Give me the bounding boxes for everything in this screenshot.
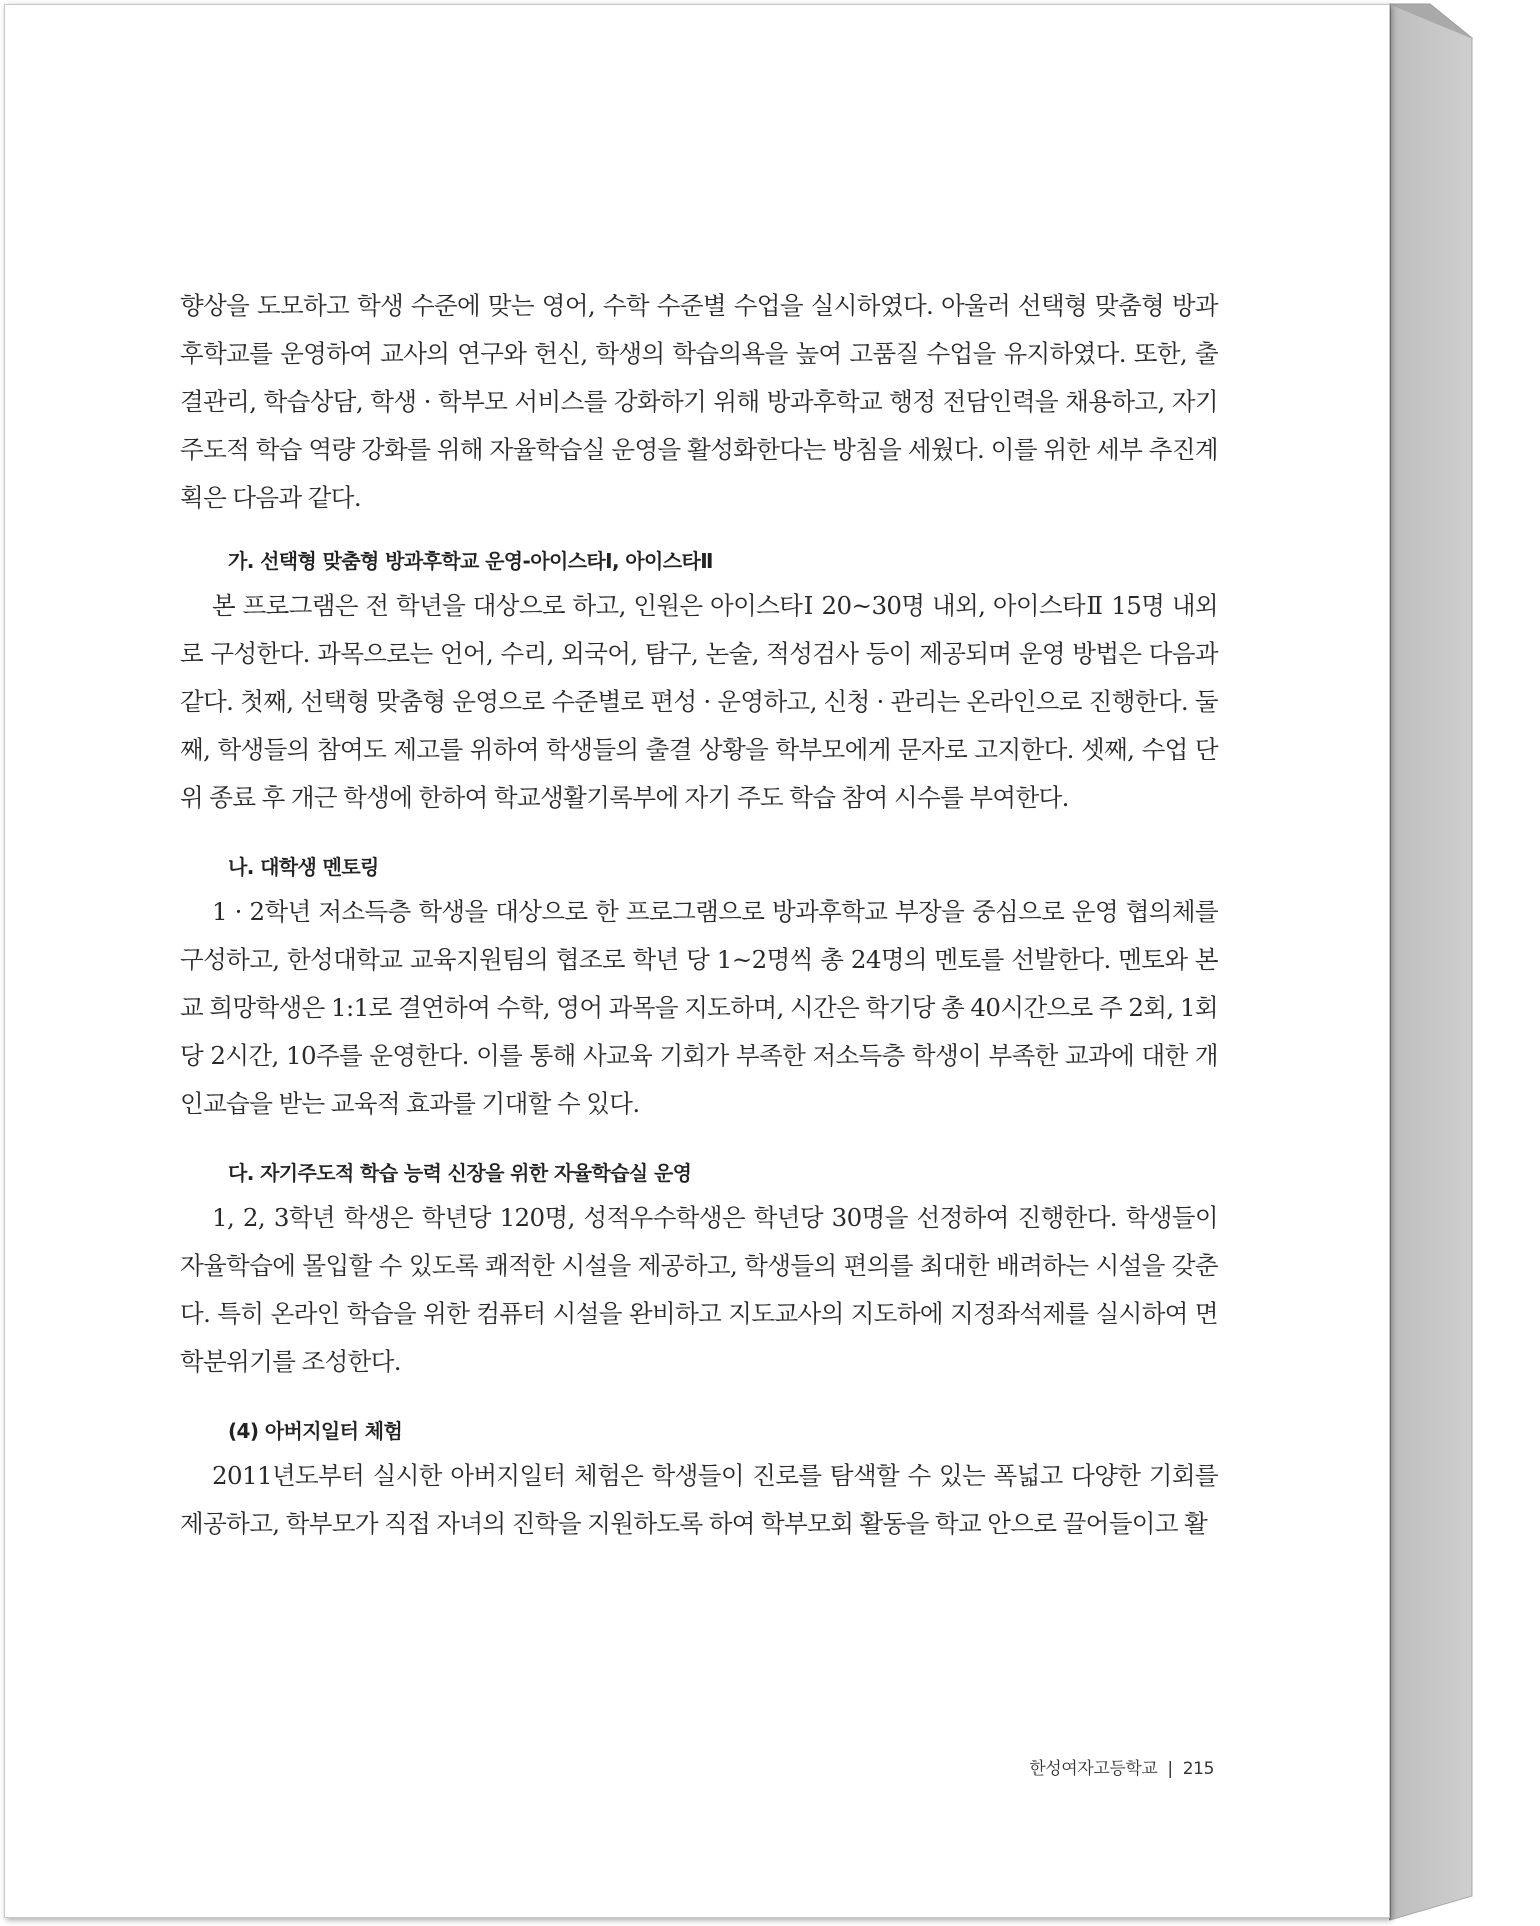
section-heading-na: 나. 대학생 멘토링 (228, 855, 379, 879)
footer-school-name: 한성여자고등학교 (1029, 1759, 1158, 1779)
page-content (180, 282, 1218, 1548)
footer-separator: | (1167, 1759, 1173, 1779)
section-heading-da: 다. 자기주도적 학습 능력 신장을 위한 자율학습실 운영 (228, 1161, 692, 1185)
page-footer (1029, 1754, 1214, 1779)
section-heading-four: (4) 아버지일터 체험 (228, 1419, 403, 1443)
section-body-na: 1 · 2학년 저소득층 학생을 대상으로 한 프로그램으로 방과후학교 부장을 중심으로 운영 협의체를 구성하고, 한성대학교 교육지원팀의 협조로 학년 당 1~2명씩 총 24명의 멘토를 선발한다. 멘토와 본교 희망학생은 1:1로 결연하여 수학, 영어 과목을 지도하며, 시간은 학기당 총 40시간으로 주 2회, 1회당 2시간, 10주를 운영한다. 이를 통해 사교육 기회가 부족한 저소득층 학생이 부족한 교과에 대한 개인교습을 받는 교육적 효과를 기대할 수 있다. (180, 897, 1218, 1118)
intro-paragraph: 향상을 도모하고 학생 수준에 맞는 영어, 수학 수준별 수업을 실시하였다. 아울러 선택형 맞춤형 방과후학교를 운영하여 교사의 연구와 헌신, 학생의 학습의욕을 높여 고품질 수업을 유지하였다. 또한, 출결관리, 학습상담, 학생 · 학부모 서비스를 강화하기 위해 방과후학교 행정 전담인력을 채용하고, 자기주도적 학습 역량 강화를 위해 자율학습실 운영을 활성화한다는 방침을 세웠다. 이를 위한 세부 추진계획은 다음과 같다. (180, 291, 1218, 512)
section-body-da: 1, 2, 3학년 학생은 학년당 120명, 성적우수학생은 학년당 30명을 선정하여 진행한다. 학생들이 자율학습에 몰입할 수 있도록 쾌적한 시설을 제공하고, 학생들의 편의를 최대한 배려하는 시설을 갖춘다. 특히 온라인 학습을 위한 컴퓨터 시설을 완비하고 지도교사의 지도하에 지정좌석제를 실시하여 면학분위기를 조성한다. (180, 1203, 1218, 1376)
section-heading-ga: 가. 선택형 맞춤형 방과후학교 운영-아이스타Ⅰ, 아이스타Ⅱ (228, 549, 713, 573)
page-number: 215 (1182, 1759, 1214, 1779)
section-body-four: 2011년도부터 실시한 아버지일터 체험은 학생들이 진로를 탐색할 수 있는 폭넓고 다양한 기회를 제공하고, 학부모가 직접 자녀의 진학을 지원하도록 하여 학부모회 활동을 학교 안으로 끌어들이고 활 (180, 1461, 1218, 1538)
section-body-ga: 본 프로그램은 전 학년을 대상으로 하고, 인원은 아이스타Ⅰ 20~30명 내외, 아이스타Ⅱ 15명 내외로 구성한다. 과목으로는 언어, 수리, 외국어, 탐구, 논술, 적성검사 등이 제공되며 운영 방법은 다음과 같다. 첫째, 선택형 맞춤형 운영으로 수준별로 편성 · 운영하고, 신청 · 관리는 온라인으로 진행한다. 둘째, 학생들의 참여도 제고를 위하여 학생들의 출결 상황을 학부모에게 문자로 고지한다. 셋째, 수업 단위 종료 후 개근 학생에 한하여 학교생활기록부에 자기 주도 학습 참여 시수를 부여한다. (180, 591, 1218, 812)
